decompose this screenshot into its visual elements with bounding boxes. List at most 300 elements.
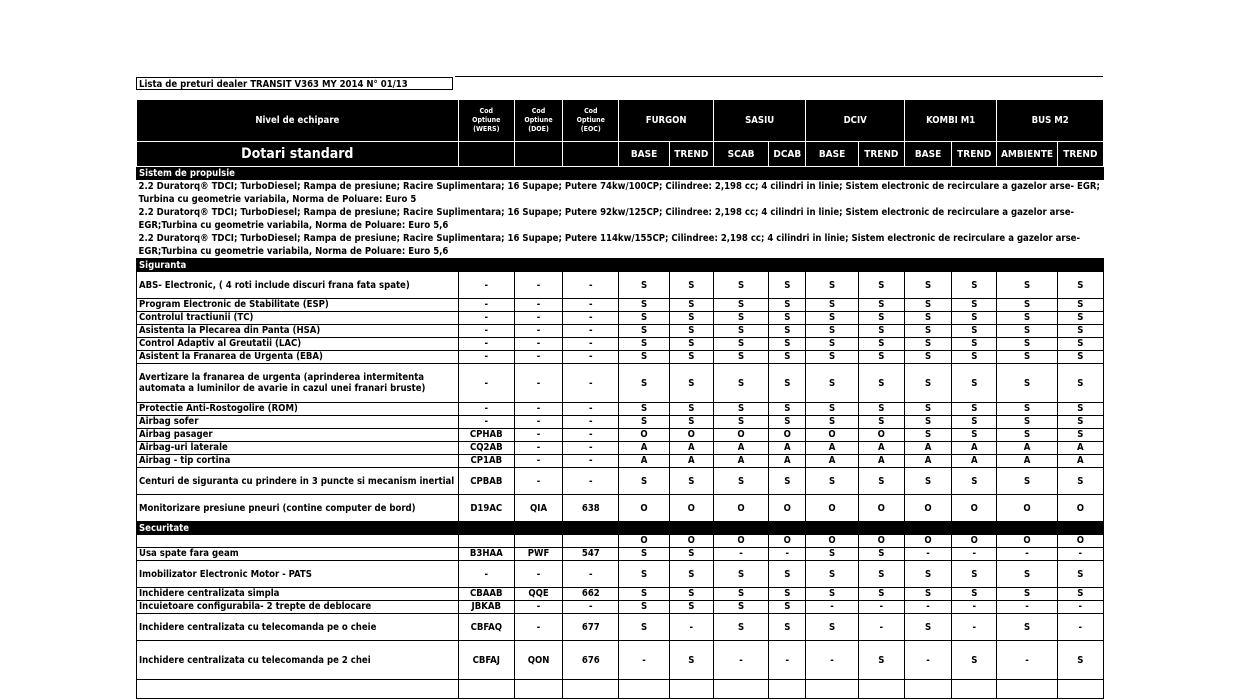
availability-cell: S [769, 614, 806, 641]
availability-cell: S [769, 416, 806, 429]
engine-description: 2.2 Duratorq® TDCI; TurboDiesel; Rampa de presiune; Racire Suplimentara; 16 Supape; Putere 74kw/100CP; Cilindree: 2,198 cc; 4 cilindri in linie; Sistem electronic de recirculare a gazelor arse- EGR; Turbina cu geometrie variabila, Norma de Poluare: Euro 5 [138, 181, 1100, 205]
availability-cell: S [806, 351, 858, 364]
availability-cell: S [858, 325, 904, 338]
availability-cell: S [806, 299, 858, 312]
code-doe-cell [514, 680, 562, 699]
availability-cell: S [904, 416, 951, 429]
code-wers-l1: Cod [479, 107, 494, 115]
availability-cell: A [997, 442, 1057, 455]
availability-cell: S [619, 299, 669, 312]
availability-cell: S [713, 403, 768, 416]
availability-cell: S [858, 641, 904, 680]
price-list-table [136, 99, 1104, 699]
availability-cell: S [769, 588, 806, 601]
availability-cell: S [1057, 429, 1103, 442]
availability-cell: S [769, 561, 806, 588]
availability-cell: S [806, 364, 858, 403]
code-eoc-cell: - [563, 272, 619, 299]
variant-kombi-base: BASE [904, 142, 951, 167]
availability-cell: S [1057, 468, 1103, 495]
feature-label: Incuietoare configurabila- 2 trepte de deblocare [137, 601, 459, 614]
header-row-variants [137, 142, 1104, 167]
code-doe-cell: - [514, 561, 562, 588]
level-label: Nivel de echipare [137, 100, 459, 142]
availability-cell: A [769, 455, 806, 468]
availability-cell: S [952, 561, 997, 588]
availability-cell: S [997, 429, 1057, 442]
code-wers-cell: CBFAJ [458, 641, 514, 680]
availability-cell: S [769, 338, 806, 351]
availability-cell: S [1057, 338, 1103, 351]
availability-cell: S [858, 312, 904, 325]
table-row [137, 561, 1104, 588]
availability-cell: - [669, 614, 713, 641]
availability-cell: S [713, 299, 768, 312]
availability-cell: A [1057, 442, 1103, 455]
variant-kombi-trend: TREND [952, 142, 997, 167]
code-eoc-header [563, 100, 619, 142]
code-eoc-cell: - [563, 299, 619, 312]
availability-cell: S [997, 364, 1057, 403]
code-eoc-cell [563, 535, 619, 548]
availability-cell: A [769, 442, 806, 455]
availability-cell: S [952, 468, 997, 495]
availability-cell: S [669, 351, 713, 364]
availability-cell: S [769, 364, 806, 403]
availability-cell: S [806, 325, 858, 338]
availability-cell: A [952, 455, 997, 468]
table-row [137, 338, 1104, 351]
code-eoc-cell: - [563, 364, 619, 403]
availability-cell: S [713, 272, 768, 299]
code-doe-blank [514, 142, 562, 167]
code-wers-cell: B3HAA [458, 548, 514, 561]
code-wers-cell: - [458, 272, 514, 299]
code-eoc-cell: - [563, 416, 619, 429]
code-doe-cell: - [514, 429, 562, 442]
engine-description: 2.2 Duratorq® TDCI; TurboDiesel; Rampa de presiune; Racire Suplimentara; 16 Supape; Putere 114kw/155CP; Cilindree: 2,198 cc; 4 cilindri in linie; Sistem electronic de recirculare a gazelor arse- EGR;Turbina cu geometrie variabila, Norma de Poluare: Euro 5,6 [138, 233, 1081, 257]
availability-cell: S [713, 325, 768, 338]
code-eoc-blank [563, 142, 619, 167]
availability-cell: S [997, 416, 1057, 429]
feature-label: Avertizare la franarea de urgenta (aprinderea intermitenta automata a luminilor de avarie in cazul unei franari bruste) [137, 364, 459, 403]
availability-cell: S [619, 588, 669, 601]
table-row [137, 442, 1104, 455]
code-wers-cell: - [458, 351, 514, 364]
availability-cell: S [669, 338, 713, 351]
availability-cell: S [858, 403, 904, 416]
availability-cell: S [619, 548, 669, 561]
availability-cell: S [806, 561, 858, 588]
availability-cell: S [1057, 351, 1103, 364]
availability-cell: S [858, 338, 904, 351]
section-label: Dotari standard [137, 142, 459, 167]
code-wers-cell: - [458, 338, 514, 351]
availability-cell [669, 680, 713, 699]
availability-cell: S [1057, 325, 1103, 338]
availability-cell: S [769, 272, 806, 299]
availability-cell: S [713, 351, 768, 364]
code-wers-header [458, 100, 514, 142]
feature-label: Controlul tractiunii (TC) [137, 312, 459, 325]
section-header-row [137, 167, 1104, 180]
availability-cell: O [952, 535, 997, 548]
availability-cell: S [952, 325, 997, 338]
availability-cell: - [952, 548, 997, 561]
availability-cell: - [904, 641, 951, 680]
code-doe-cell: - [514, 364, 562, 403]
feature-label: Protectie Anti-Rostogolire (ROM) [137, 403, 459, 416]
table-row [137, 588, 1104, 601]
availability-cell: O [669, 535, 713, 548]
availability-cell: S [1057, 403, 1103, 416]
code-wers-cell: CPHAB [458, 429, 514, 442]
availability-cell: O [858, 495, 904, 522]
availability-cell: S [997, 351, 1057, 364]
code-doe-cell: - [514, 312, 562, 325]
availability-cell: - [806, 601, 858, 614]
availability-cell: S [1057, 272, 1103, 299]
availability-cell: S [858, 351, 904, 364]
code-eoc-cell: 677 [563, 614, 619, 641]
section-title: Sistem de propulsie [137, 167, 1104, 180]
availability-cell: S [619, 338, 669, 351]
feature-label: Imobilizator Electronic Motor - PATS [137, 561, 459, 588]
availability-cell: O [619, 535, 669, 548]
variant-sasiu-scab: SCAB [713, 142, 768, 167]
availability-cell: S [952, 588, 997, 601]
section-title: Securitate [137, 522, 1104, 535]
code-wers-cell: D19AC [458, 495, 514, 522]
code-wers-cell: CP1AB [458, 455, 514, 468]
engine-row [137, 180, 1104, 207]
availability-cell: A [1057, 455, 1103, 468]
code-eoc-cell: 638 [563, 495, 619, 522]
availability-cell: S [904, 614, 951, 641]
header-row-groups [137, 100, 1104, 142]
availability-cell: S [997, 403, 1057, 416]
availability-cell: S [952, 272, 997, 299]
code-eoc-cell [563, 680, 619, 699]
table-row [137, 641, 1104, 680]
code-wers-cell: - [458, 299, 514, 312]
availability-cell: O [713, 495, 768, 522]
table-row [137, 535, 1104, 548]
availability-cell: - [952, 601, 997, 614]
code-wers-l2: Optiune [472, 116, 501, 124]
feature-label: Control Adaptiv al Greutatii (LAC) [137, 338, 459, 351]
availability-cell: O [997, 495, 1057, 522]
code-doe-l3: (DOE) [528, 125, 549, 133]
availability-cell: S [713, 364, 768, 403]
availability-cell: S [806, 338, 858, 351]
availability-cell: S [858, 364, 904, 403]
availability-cell: O [769, 495, 806, 522]
availability-cell: - [713, 641, 768, 680]
availability-cell: - [1057, 601, 1103, 614]
group-header-kombi: KOMBI M1 [904, 100, 996, 142]
feature-label: ABS- Electronic, ( 4 roti include discuri frana fata spate) [137, 272, 459, 299]
availability-cell: O [619, 429, 669, 442]
availability-cell: A [713, 442, 768, 455]
code-eoc-l3: (EOC) [580, 125, 601, 133]
availability-cell: - [1057, 614, 1103, 641]
availability-cell: - [904, 548, 951, 561]
availability-cell: S [904, 325, 951, 338]
availability-cell [997, 680, 1057, 699]
availability-cell: S [997, 561, 1057, 588]
section-title: Siguranta [137, 259, 1104, 272]
availability-cell: S [713, 561, 768, 588]
availability-cell: S [713, 588, 768, 601]
availability-cell: O [806, 495, 858, 522]
code-eoc-cell: - [563, 403, 619, 416]
feature-label: Program Electronic de Stabilitate (ESP) [137, 299, 459, 312]
feature-label [137, 680, 459, 699]
availability-cell: S [858, 468, 904, 495]
feature-label: Usa spate fara geam [137, 548, 459, 561]
availability-cell: S [904, 468, 951, 495]
table-row [137, 312, 1104, 325]
availability-cell: O [713, 535, 768, 548]
availability-cell: O [904, 535, 951, 548]
code-eoc-cell: - [563, 325, 619, 338]
availability-cell: S [806, 588, 858, 601]
availability-cell: S [904, 588, 951, 601]
feature-label: Airbag sofer [137, 416, 459, 429]
availability-cell: S [1057, 641, 1103, 680]
availability-cell: - [713, 548, 768, 561]
code-eoc-cell: - [563, 561, 619, 588]
code-eoc-cell: - [563, 442, 619, 455]
code-eoc-cell: - [563, 468, 619, 495]
table-row [137, 680, 1104, 699]
table-row [137, 601, 1104, 614]
availability-cell: S [669, 468, 713, 495]
availability-cell: - [997, 548, 1057, 561]
availability-cell: S [669, 312, 713, 325]
table-row [137, 364, 1104, 403]
availability-cell: S [713, 601, 768, 614]
availability-cell: S [858, 299, 904, 312]
availability-cell: S [713, 468, 768, 495]
availability-cell: O [669, 495, 713, 522]
code-doe-cell: - [514, 614, 562, 641]
feature-label: Inchidere centralizata cu telecomanda pe o cheie [137, 614, 459, 641]
availability-cell: S [769, 468, 806, 495]
feature-label: Airbag-uri laterale [137, 442, 459, 455]
availability-cell: - [858, 601, 904, 614]
availability-cell: S [952, 351, 997, 364]
code-wers-cell: - [458, 403, 514, 416]
availability-cell: S [619, 364, 669, 403]
availability-cell: O [806, 535, 858, 548]
availability-cell: S [997, 614, 1057, 641]
group-header-dciv: DCIV [806, 100, 905, 142]
table-row [137, 468, 1104, 495]
code-doe-cell: - [514, 338, 562, 351]
availability-cell: S [1057, 561, 1103, 588]
code-doe-cell: - [514, 416, 562, 429]
availability-cell: A [669, 455, 713, 468]
availability-cell: S [1057, 312, 1103, 325]
code-eoc-cell: - [563, 429, 619, 442]
availability-cell: A [806, 442, 858, 455]
availability-cell: S [904, 299, 951, 312]
availability-cell: - [997, 601, 1057, 614]
availability-cell: S [669, 403, 713, 416]
code-doe-header [514, 100, 562, 142]
availability-cell: S [858, 272, 904, 299]
availability-cell: S [858, 548, 904, 561]
availability-cell [619, 680, 669, 699]
availability-cell: - [1057, 548, 1103, 561]
variant-dciv-base: BASE [806, 142, 858, 167]
availability-cell: S [619, 403, 669, 416]
availability-cell: S [713, 614, 768, 641]
code-doe-cell: - [514, 299, 562, 312]
availability-cell: S [619, 601, 669, 614]
group-header-sasiu: SASIU [713, 100, 805, 142]
availability-cell: S [669, 641, 713, 680]
availability-cell: S [669, 272, 713, 299]
availability-cell: S [904, 561, 951, 588]
code-wers-cell: CPBAB [458, 468, 514, 495]
code-wers-cell: - [458, 416, 514, 429]
availability-cell: S [904, 312, 951, 325]
variant-bus-ambiente: AMBIENTE [997, 142, 1057, 167]
availability-cell: - [806, 641, 858, 680]
feature-label: Centuri de siguranta cu prindere in 3 puncte si mecanism inertial [137, 468, 459, 495]
table-row [137, 614, 1104, 641]
code-wers-cell: - [458, 325, 514, 338]
feature-label: Asistenta la Plecarea din Panta (HSA) [137, 325, 459, 338]
variant-dciv-trend: TREND [858, 142, 904, 167]
availability-cell: - [904, 601, 951, 614]
code-eoc-cell: 662 [563, 588, 619, 601]
code-doe-cell: - [514, 272, 562, 299]
code-wers-cell: CQ2AB [458, 442, 514, 455]
availability-cell: S [997, 272, 1057, 299]
availability-cell: S [619, 416, 669, 429]
group-header-furgon: FURGON [619, 100, 713, 142]
availability-cell: S [904, 429, 951, 442]
availability-cell: S [904, 272, 951, 299]
availability-cell [858, 680, 904, 699]
availability-cell: S [997, 299, 1057, 312]
engine-description: 2.2 Duratorq® TDCI; TurboDiesel; Rampa de presiune; Racire Suplimentara; 16 Supape; Putere 92kw/125CP; Cilindree: 2,198 cc; 4 cilindri in linie; Sistem electronic de recirculare a gazelor arse- EGR;Turbina cu geometrie variabila, Norma de Poluare: Euro 5,6 [138, 207, 1075, 231]
availability-cell: S [769, 403, 806, 416]
engine-row [137, 232, 1104, 259]
availability-cell: S [619, 272, 669, 299]
availability-cell: S [806, 548, 858, 561]
code-doe-cell: - [514, 403, 562, 416]
availability-cell: - [952, 614, 997, 641]
availability-cell: S [904, 351, 951, 364]
availability-cell: O [858, 429, 904, 442]
availability-cell: S [858, 416, 904, 429]
variant-furgon-trend: TREND [669, 142, 713, 167]
code-wers-cell: CBFAQ [458, 614, 514, 641]
availability-cell: S [619, 351, 669, 364]
availability-cell: O [858, 535, 904, 548]
table-row [137, 351, 1104, 364]
code-doe-cell: PWF [514, 548, 562, 561]
availability-cell: S [952, 338, 997, 351]
availability-cell: S [713, 338, 768, 351]
availability-cell: A [904, 455, 951, 468]
code-doe-cell: - [514, 455, 562, 468]
availability-cell [713, 680, 768, 699]
availability-cell: S [669, 601, 713, 614]
availability-cell: O [769, 535, 806, 548]
availability-cell: S [669, 561, 713, 588]
availability-cell [952, 680, 997, 699]
availability-cell: S [997, 588, 1057, 601]
availability-cell: S [806, 272, 858, 299]
availability-cell: S [952, 416, 997, 429]
availability-cell: S [669, 299, 713, 312]
code-wers-cell: - [458, 364, 514, 403]
code-wers-cell [458, 535, 514, 548]
code-doe-cell [514, 535, 562, 548]
availability-cell: S [997, 312, 1057, 325]
code-doe-cell: QIA [514, 495, 562, 522]
availability-cell: S [769, 312, 806, 325]
code-wers-cell: JBKAB [458, 601, 514, 614]
availability-cell: A [858, 442, 904, 455]
code-doe-cell: QQE [514, 588, 562, 601]
section-header-row [137, 522, 1104, 535]
availability-cell: S [858, 561, 904, 588]
code-wers-l3: (WERS) [473, 125, 500, 133]
availability-cell: A [858, 455, 904, 468]
code-eoc-cell: - [563, 351, 619, 364]
availability-cell [806, 680, 858, 699]
availability-cell: S [669, 325, 713, 338]
availability-cell: S [669, 364, 713, 403]
availability-cell: O [904, 495, 951, 522]
feature-label: Airbag pasager [137, 429, 459, 442]
availability-cell: O [806, 429, 858, 442]
availability-cell: S [713, 416, 768, 429]
availability-cell: O [713, 429, 768, 442]
table-row [137, 403, 1104, 416]
table-row [137, 429, 1104, 442]
availability-cell: A [669, 442, 713, 455]
code-doe-l2: Optiune [524, 116, 553, 124]
availability-cell: S [952, 641, 997, 680]
availability-cell: S [904, 338, 951, 351]
availability-cell: S [904, 403, 951, 416]
price-list-title: Lista de preturi dealer TRANSIT V363 MY 2014 N° 01/13 [136, 77, 453, 90]
feature-label: Asistent la Franarea de Urgenta (EBA) [137, 351, 459, 364]
availability-cell: O [952, 495, 997, 522]
availability-cell [769, 680, 806, 699]
code-doe-l1: Cod [531, 107, 546, 115]
feature-label: Monitorizare presiune pneuri (contine computer de bord) [137, 495, 459, 522]
availability-cell: S [806, 312, 858, 325]
availability-cell: S [806, 614, 858, 641]
variant-sasiu-dcab: DCAB [769, 142, 806, 167]
availability-cell: O [619, 495, 669, 522]
availability-cell: S [619, 325, 669, 338]
availability-cell: - [997, 641, 1057, 680]
availability-cell: S [769, 351, 806, 364]
code-eoc-l2: Optiune [576, 116, 605, 124]
availability-cell: S [619, 614, 669, 641]
code-eoc-l1: Cod [584, 107, 598, 115]
